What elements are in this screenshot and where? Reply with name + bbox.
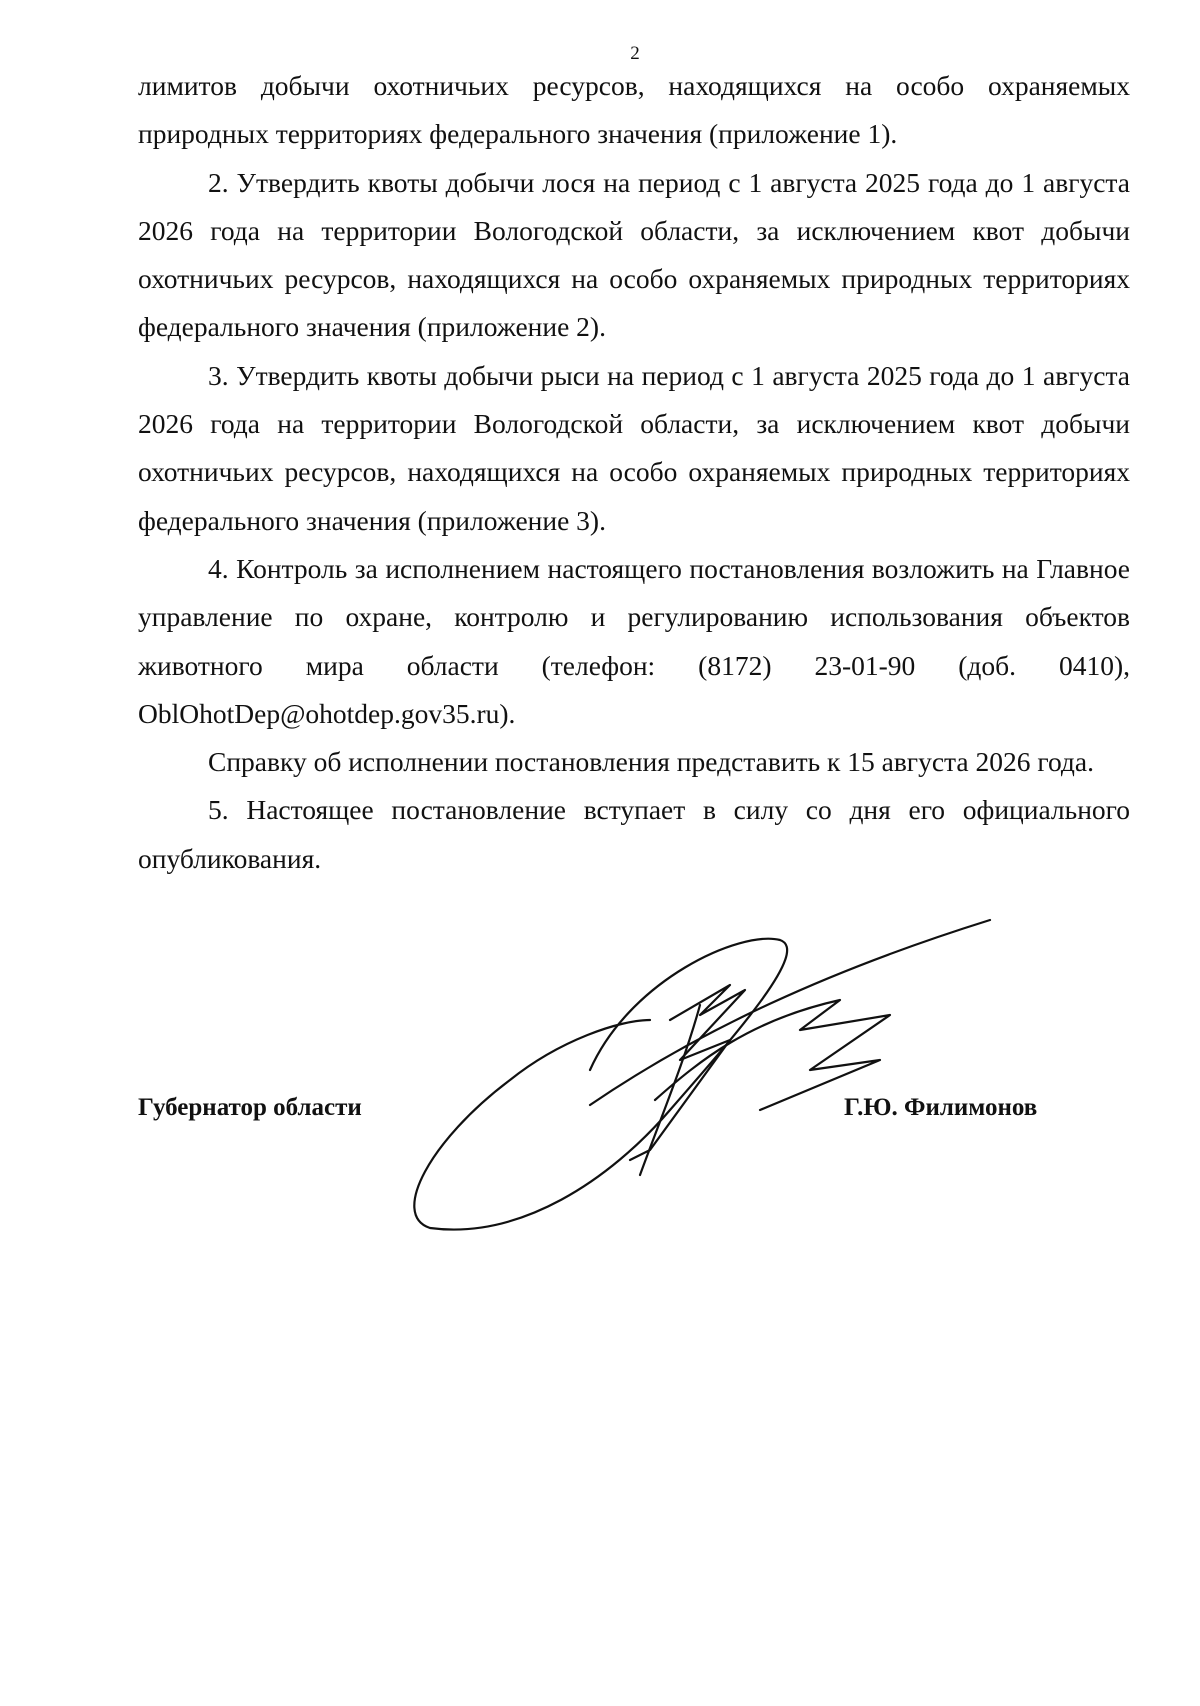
paragraph-report: Справку об исполнении постановления представить к 15 августа 2026 года. <box>208 746 1094 778</box>
paragraph-item-2: 2. Утвердить квоты добычи лося на период с 1 августа 2025 года до 1 августа 2026 года на территории Вологодской области, за исключением квот добычи охотничьих ресурсов, находящихся на особо охраняемых природных территориях федерального значения (приложение 2). <box>138 166 1130 343</box>
signature-z-stroke <box>630 985 745 1160</box>
page-number: 2 <box>630 43 640 64</box>
signatory-name: Г.Ю. Филимонов <box>844 1094 1038 1121</box>
paragraph-continuation: лимитов добычи охотничьих ресурсов, находящихся на особо охраняемых природных территориях федерального значения (приложение 1). <box>138 70 1130 150</box>
signatory-title: Губернатор области <box>138 1094 362 1121</box>
handwritten-signature <box>400 910 1000 1250</box>
signature-long-tail <box>590 920 990 1105</box>
signature-cross-stroke <box>655 1000 890 1110</box>
paragraph-item-5: 5. Настоящее постановление вступает в силу со дня его официального опубликования. <box>138 794 1130 874</box>
paragraph-item-3: 3. Утвердить квоты добычи рыси на период с 1 августа 2025 года до 1 августа 2026 года на территории Вологодской области, за исключением квот добычи охотничьих ресурсов, находящихся на особо охраняемых природных территориях федерального значения (приложение 3). <box>138 359 1130 536</box>
signature-loop <box>414 939 787 1230</box>
paragraph-item-4: 4. Контроль за исполнением настоящего постановления возложить на Главное управление по охране, контролю и регулированию использования объектов животного мира области (телефон: (8172) 23-01-90 (доб. 0410), OblOhotDep@ohotdep.gov35.ru). <box>138 552 1130 729</box>
document-body <box>138 62 1130 883</box>
signature-inner-stroke <box>640 1005 700 1175</box>
